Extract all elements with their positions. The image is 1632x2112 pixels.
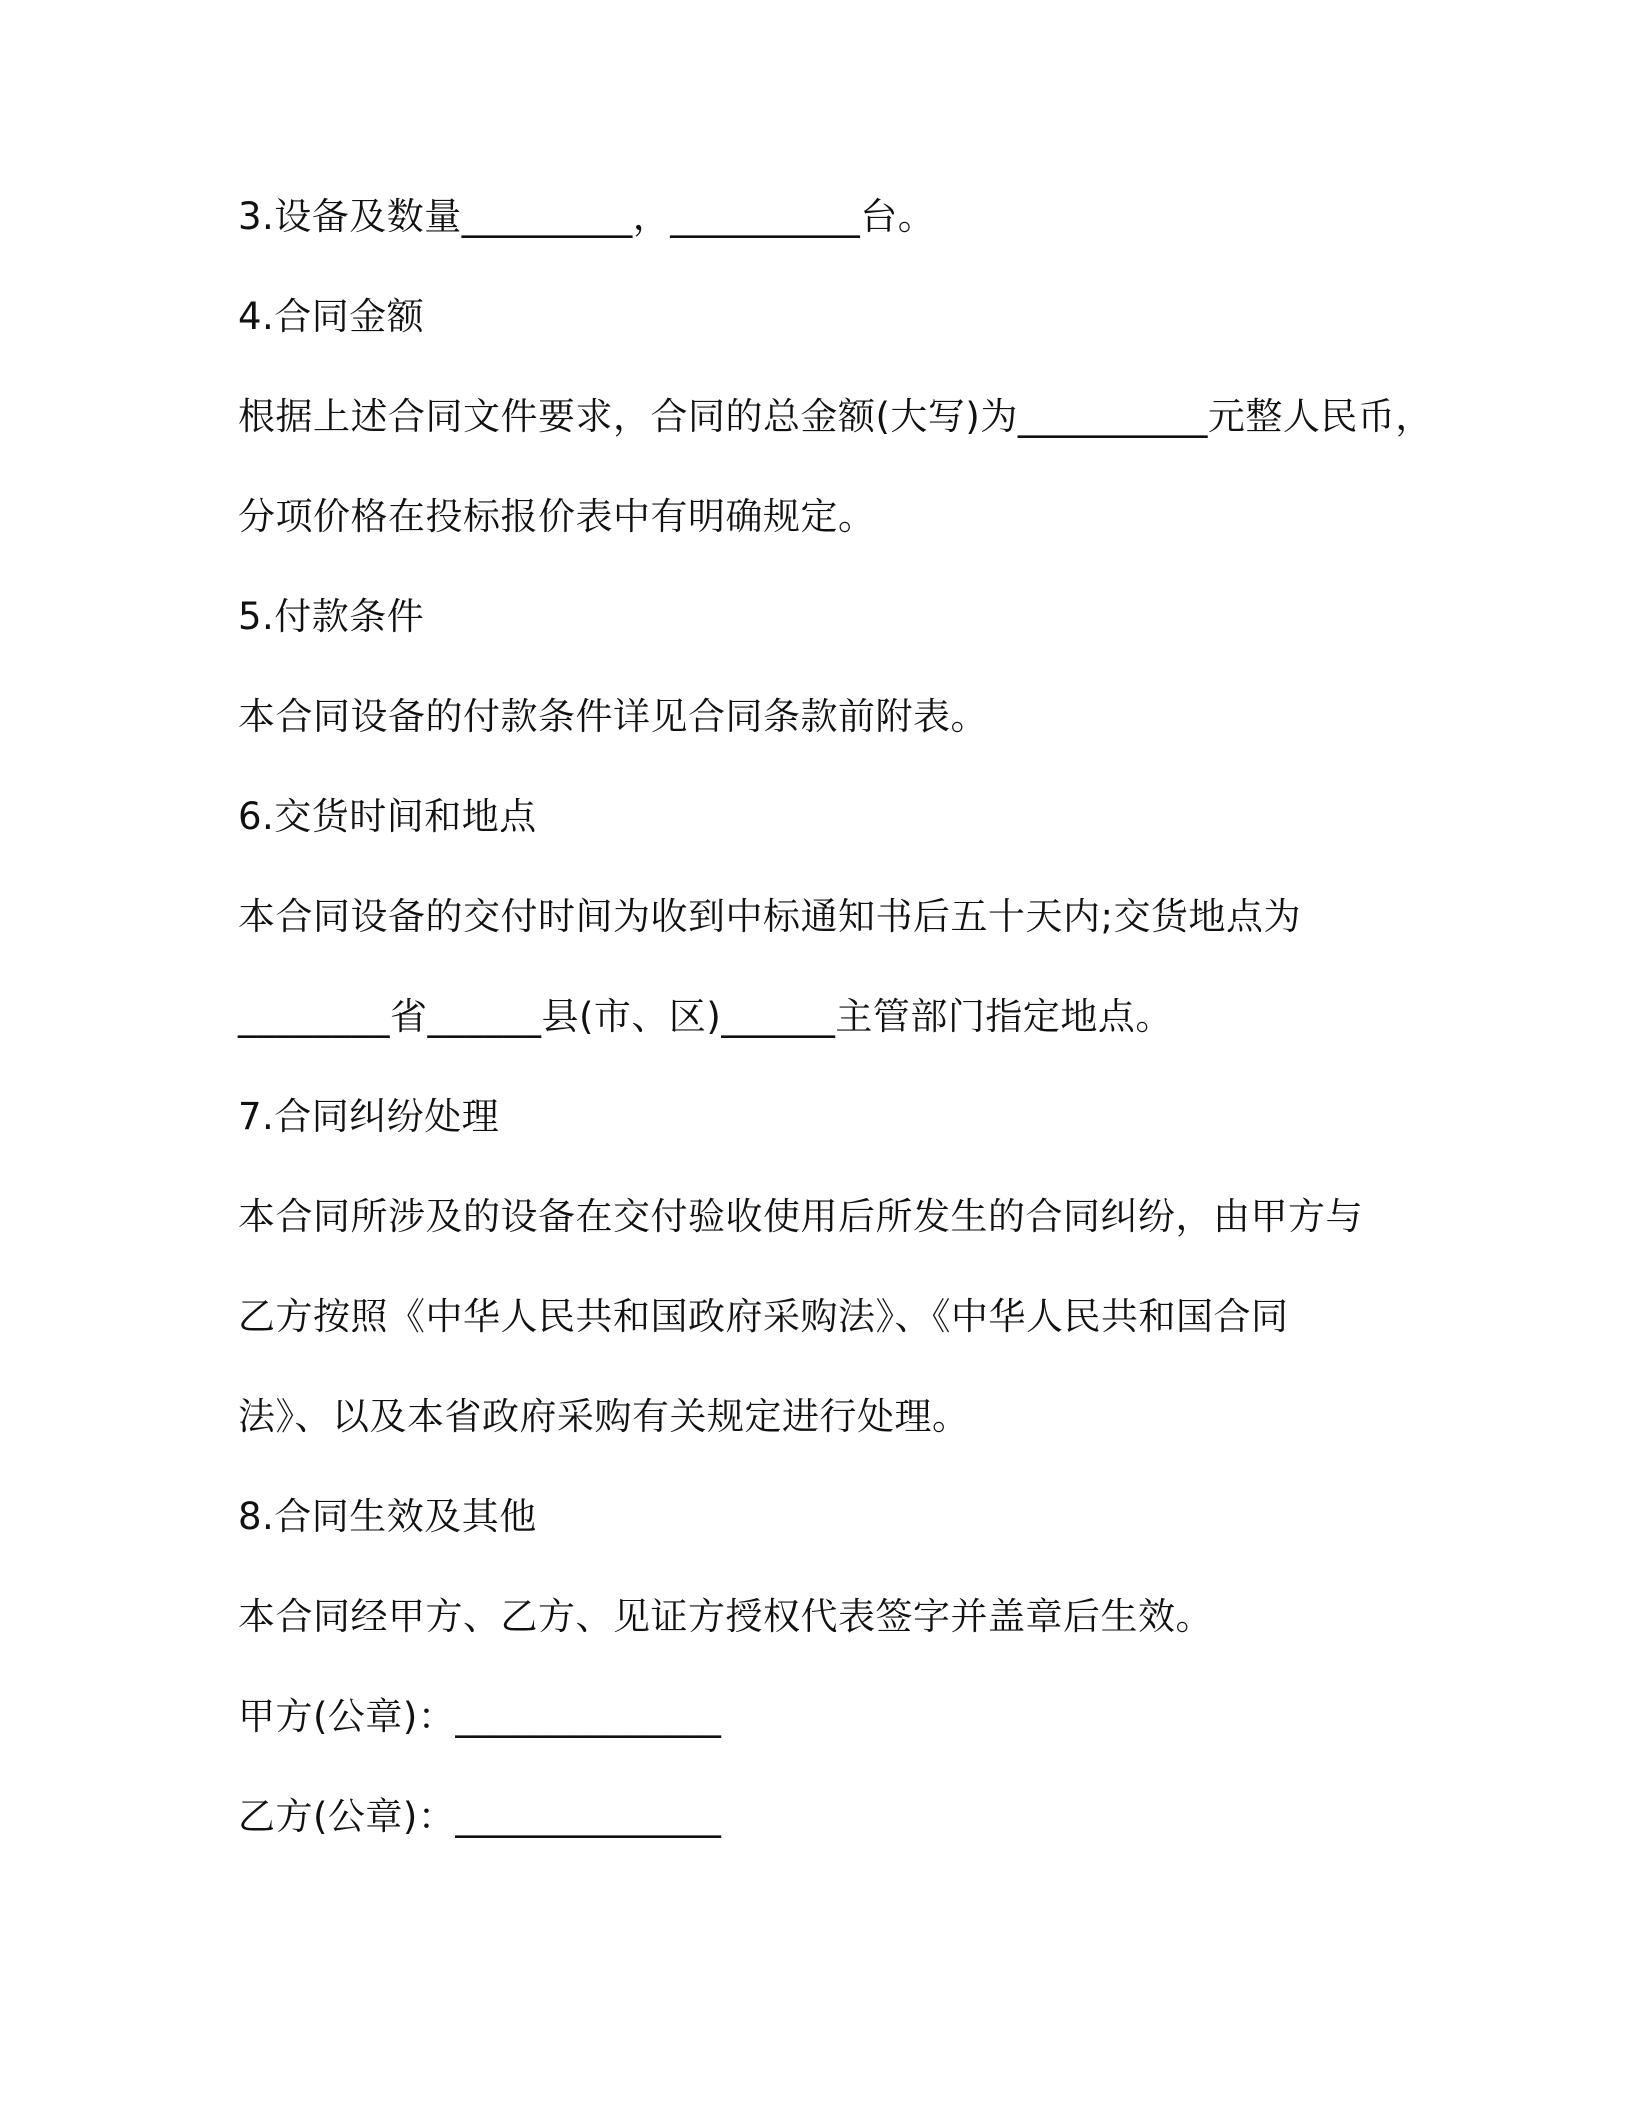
clause-5-text: 本合同设备的付款条件详见合同条款前附表。 [238,695,988,738]
clause-7-text-line-1: 本合同所涉及的设备在交付验收使用后所发生的合同纠纷，由甲方与 [238,1195,1363,1238]
clause-8-heading: 8.合同生效及其他 [238,1495,537,1538]
clause-6-heading: 6.交货时间和地点 [238,795,537,838]
party-a-seal-line: 甲方(公章)：______________ [238,1695,722,1738]
clause-7-heading: 7.合同纠纷处理 [238,1095,500,1138]
clause-7-text-line-3: 法》、以及本省政府采购有关规定进行处理。 [238,1395,970,1438]
clause-4-heading: 4.合同金额 [238,295,425,338]
clause-4-text-line-2: 分项价格在投标报价表中有明确规定。 [238,495,876,538]
clause-7-text-line-2: 乙方按照《中华人民共和国政府采购法》、《中华人民共和国合同 [238,1295,1289,1338]
clause-8-text: 本合同经甲方、乙方、见证方授权代表签字并盖章后生效。 [238,1595,1213,1638]
clause-4-text-line-1: 根据上述合同文件要求，合同的总金额(大写)为__________元整人民币， [238,395,1433,438]
clause-6-text-line-1: 本合同设备的交付时间为收到中标通知书后五十天内;交货地点为 [238,895,1301,938]
clause-6-text-line-2: ________省______县(市、区)______主管部门指定地点。 [238,995,1173,1038]
clause-3-equipment-quantity: 3.设备及数量_________，__________台。 [238,195,936,238]
party-b-seal-line: 乙方(公章)：______________ [238,1795,722,1838]
clause-5-heading: 5.付款条件 [238,595,425,638]
